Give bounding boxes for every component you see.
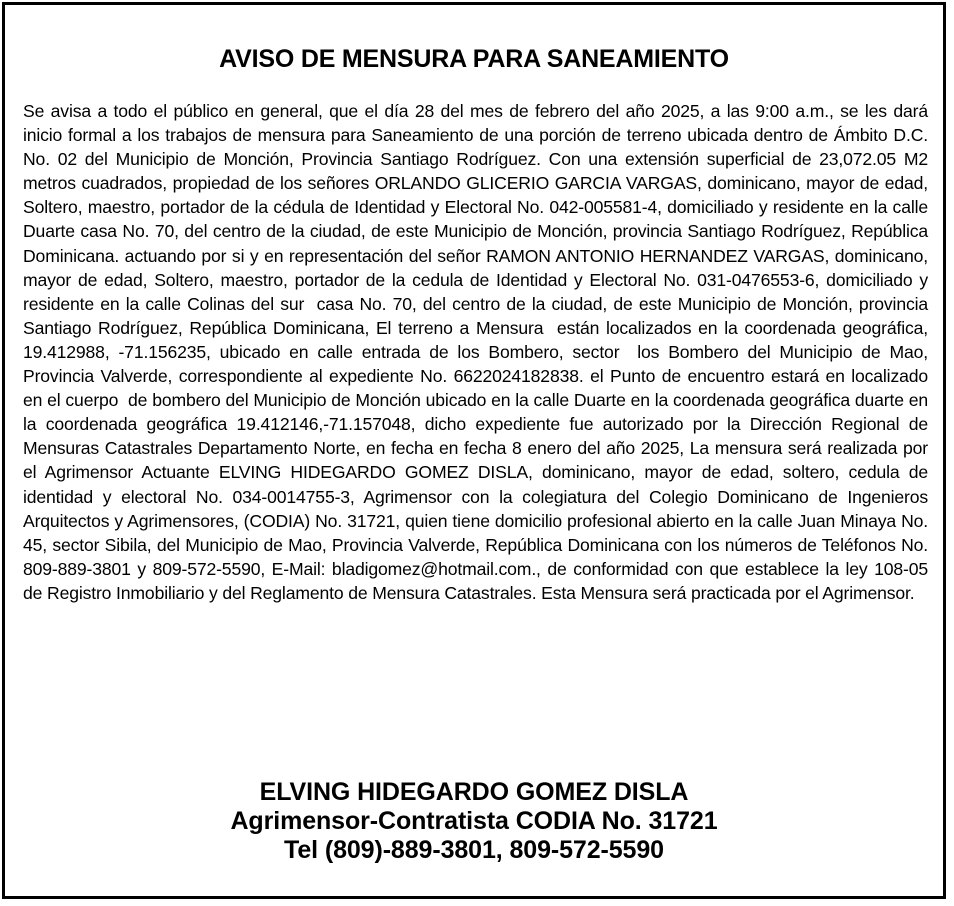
signature-phone: Tel (809)-889-3801, 809-572-5590 <box>284 836 664 864</box>
signature-name: ELVING HIDEGARDO GOMEZ DISLA <box>259 778 689 806</box>
notice-title: AVISO DE MENSURA PARA SANEAMIENTO <box>219 45 729 73</box>
notice-frame <box>2 2 946 899</box>
notice-body: Se avisa a todo el público en general, que el día 28 del mes de febrero del año 2025, a las 9:00 a.m., se les dará inicio formal a los trabajos de mensura para Saneamiento de una porción de terreno ubicada dentro de Ámbito D.C. No. 02 del Municipio de Monción, Provincia Santiago Rodríguez. Con una extensión superficial de 23,072.05 M2 metros cuadrados, propiedad de los señores ORLANDO GLICERIO GARCIA VARGAS, dominicano, mayor de edad, Soltero, maestro, portador de la cédula de Identidad y Electoral No. 042-005581-4, domiciliado y residente en la calle Duarte casa No. 70, del centro de la ciudad, de este Municipio de Monción, provincia Santiago Rodríguez, República Dominicana. actuando por si y en representación del señor RAMON ANTONIO HERNANDEZ VARGAS, dominicano, mayor de edad, Soltero, maestro, portador de la cedula de Identidad y Electoral No. 031-0476553-6, domiciliado y residente en la calle Colinas del sur casa No. 70, del centro de la ciudad, de este Municipio de Monción, provincia Santiago Rodríguez, República Dominicana, El terreno a Mensura están localizados en la coordenada geográfica, 19.412988, -71.156235, ubicado en calle entrada de los Bombero, sector los Bombero del Municipio de Mao, Provincia Valverde, correspondiente al expediente No. 6622024182838. el Punto de encuentro estará en localizado en el cuerpo de bombero del Municipio de Monción ubicado en la calle Duarte en la coordenada geográfica duarte en la coordenada geográfica 19.412146,-71.157048, dicho expediente fue autorizado por la Dirección Regional de Mensuras Catastrales Departamento Norte, en fecha en fecha 8 enero del año 2025, La mensura será realizada por el Agrimensor Actuante ELVING HIDEGARDO GOMEZ DISLA, dominicano, mayor de edad, soltero, cedula de identidad y electoral No. 034-0014755-3, Agrimensor con la colegiatura del Colegio Dominicano de Ingenieros Arquitectos y Agrimensores, (CODIA) No. 31721, quien tiene domicilio profesional abierto en la calle Juan Minaya No. 45, sector Sibila, del Municipio de Mao, Provincia Valverde, República Dominicana con los números de Teléfonos No. 809-889-3801 y 809-572-5590, E-Mail: bladigomez@hotmail.com., de conformidad con que establece la ley 108-05 de Registro Inmobiliario y del Reglamento de Mensura Catastrales. Esta Mensura será practicada por el Agrimensor. <box>23 101 933 603</box>
signature-block <box>5 778 943 865</box>
signature-role: Agrimensor-Contratista CODIA No. 31721 <box>230 807 718 835</box>
